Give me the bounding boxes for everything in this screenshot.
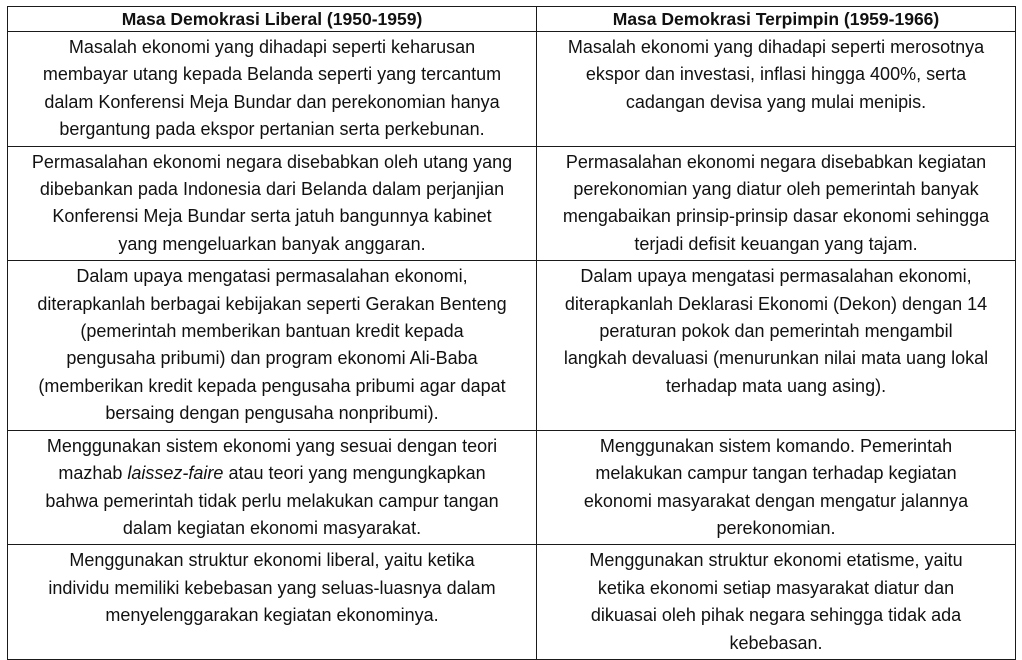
- text-segment: mazhab: [58, 463, 128, 484]
- cell-text-line: dalam Konferensi Meja Bundar dan perekonomian hanya: [44, 91, 500, 112]
- comparison-sheet: [7, 6, 1015, 660]
- cell-text-line: Menggunakan sistem komando. Pemerintah: [599, 435, 953, 456]
- cell-text-line: (memberikan kredit kepada pengusaha pribumi agar dapat: [38, 375, 506, 396]
- table-row: [8, 146, 1016, 261]
- cell-text-line: Menggunakan struktur ekonomi liberal, yaitu ketika: [69, 550, 475, 571]
- cell-terpimpin: [537, 146, 1016, 261]
- cell-text-line: ekonomi masyarakat dengan mengatur jalannya: [583, 490, 969, 511]
- italic-term: laissez-faire: [127, 463, 224, 484]
- cell-text-line: [16, 460, 528, 487]
- cell-text-line: Konferensi Meja Bundar serta jatuh bangunnya kabinet: [52, 206, 492, 227]
- header-terpimpin: Masa Demokrasi Terpimpin (1959-1966): [537, 7, 1016, 32]
- cell-text-line: diterapkanlah Deklarasi Ekonomi (Dekon) dengan 14: [564, 293, 988, 314]
- cell-liberal: [8, 32, 537, 147]
- cell-text-line: Permasalahan ekonomi negara disebabkan oleh utang yang: [31, 151, 513, 172]
- cell-text-line: melakukan campur tangan terhadap kegiatan: [595, 463, 957, 484]
- table-body: [8, 32, 1016, 660]
- table-row: [8, 545, 1016, 660]
- cell-text-line: perekonomian yang diatur oleh pemerintah banyak: [573, 179, 979, 200]
- cell-text-line: peraturan pokok dan pemerintah mengambil: [599, 321, 953, 342]
- cell-terpimpin: [537, 32, 1016, 147]
- header-row: [8, 7, 1016, 32]
- cell-text-line: individu memiliki kebebasan yang seluas-luasnya dalam: [48, 577, 496, 598]
- cell-text-line: terhadap mata uang asing).: [665, 375, 887, 396]
- cell-text-line: dalam kegiatan ekonomi masyarakat.: [122, 517, 422, 538]
- cell-text-line: bergantung pada ekspor pertanian serta perkebunan.: [59, 119, 485, 140]
- cell-text-line: diterapkanlah berbagai kebijakan seperti Gerakan Benteng: [37, 293, 507, 314]
- cell-text-line: mengabaikan prinsip-prinsip dasar ekonomi sehingga: [562, 206, 990, 227]
- text-segment: atau teori yang mengungkapkan: [223, 463, 486, 484]
- cell-liberal: [8, 545, 537, 660]
- comparison-table: [7, 6, 1016, 660]
- cell-text-line: yang mengeluarkan banyak anggaran.: [118, 233, 426, 254]
- cell-text-line: cadangan devisa yang mulai menipis.: [625, 91, 927, 112]
- cell-text-line: Dalam upaya mengatasi permasalahan ekonomi,: [580, 266, 972, 287]
- cell-terpimpin: [537, 261, 1016, 430]
- cell-text-line: Dalam upaya mengatasi permasalahan ekonomi,: [76, 266, 468, 287]
- cell-liberal: [8, 146, 537, 261]
- table-row: [8, 261, 1016, 430]
- cell-text-line: terjadi defisit keuangan yang tajam.: [634, 233, 918, 254]
- cell-text-line: Masalah ekonomi yang dihadapi seperti keharusan: [68, 37, 476, 57]
- cell-text-line: dibebankan pada Indonesia dari Belanda dalam perjanjian: [39, 179, 505, 200]
- cell-text-line: menyelenggarakan kegiatan ekonominya.: [105, 605, 439, 626]
- cell-text-line: kebebasan.: [729, 632, 823, 653]
- table-row: [8, 32, 1016, 147]
- cell-text-line: perekonomian.: [716, 517, 836, 538]
- cell-text-line: bersaing dengan pengusaha nonpribumi).: [105, 403, 439, 424]
- cell-text-line: Menggunakan sistem ekonomi yang sesuai dengan teori: [46, 435, 498, 456]
- cell-text-line: langkah devaluasi (menurunkan nilai mata uang lokal: [563, 348, 989, 369]
- cell-terpimpin: [537, 545, 1016, 660]
- cell-liberal: [8, 430, 537, 545]
- cell-text-line: (pemerintah memberikan bantuan kredit kepada: [80, 321, 464, 342]
- cell-text-line: ketika ekonomi setiap masyarakat diatur dan: [597, 577, 955, 598]
- header-liberal: Masa Demokrasi Liberal (1950-1959): [8, 7, 537, 32]
- cell-terpimpin: [537, 430, 1016, 545]
- cell-text-line: ekspor dan investasi, inflasi hingga 400%, serta: [585, 64, 967, 85]
- cell-text-line: Masalah ekonomi yang dihadapi seperti merosotnya: [567, 37, 985, 57]
- table-row: [8, 430, 1016, 545]
- cell-text-line: Permasalahan ekonomi negara disebabkan kegiatan: [565, 151, 987, 172]
- cell-text-line: pengusaha pribumi) dan program ekonomi Ali-Baba: [66, 348, 478, 369]
- cell-text-line: dikuasai oleh pihak negara sehingga tidak ada: [590, 605, 962, 626]
- cell-text-line: membayar utang kepada Belanda seperti yang tercantum: [42, 64, 502, 85]
- cell-text-line: bahwa pemerintah tidak perlu melakukan campur tangan: [45, 490, 499, 511]
- cell-liberal: [8, 261, 537, 430]
- cell-text-line: Menggunakan struktur ekonomi etatisme, yaitu: [589, 550, 963, 571]
